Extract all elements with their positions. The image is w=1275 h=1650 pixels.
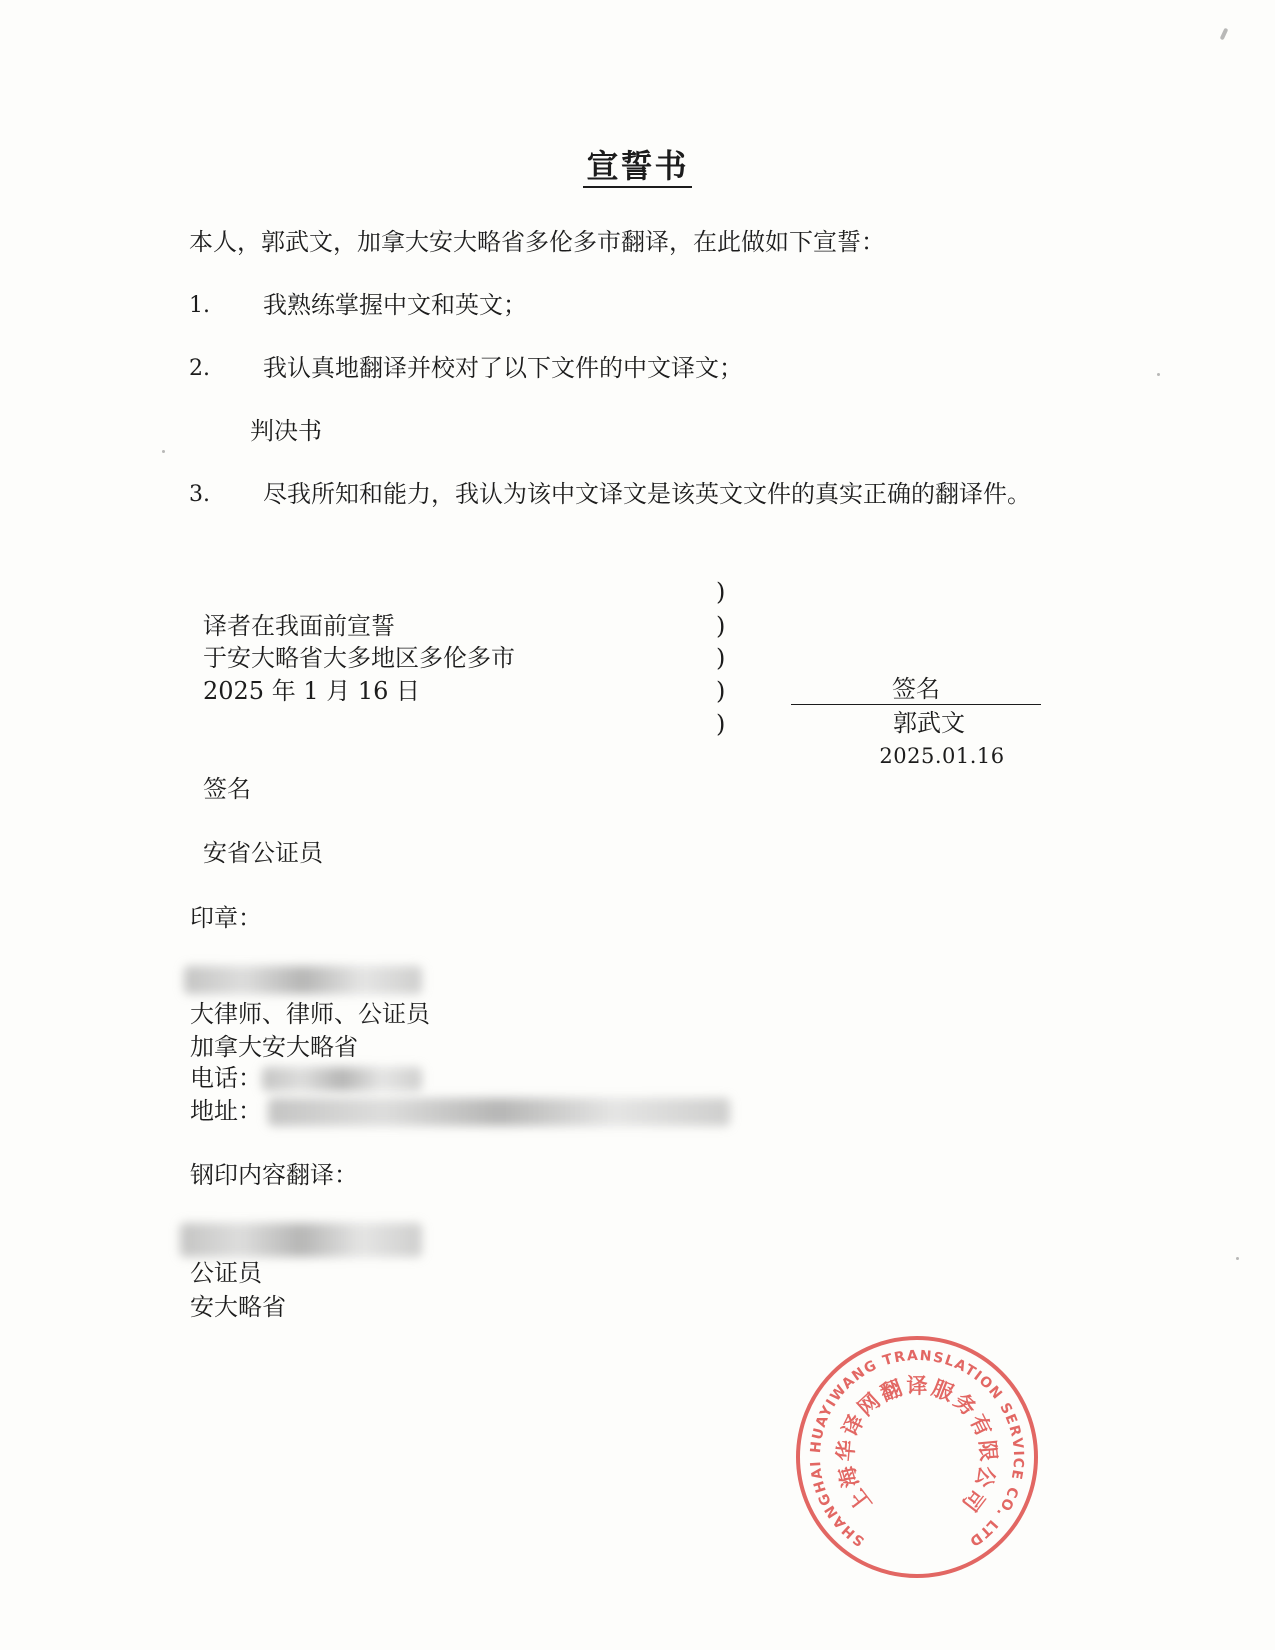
scan-speck <box>1220 28 1229 41</box>
jurat-parenthesis: ) <box>716 677 726 705</box>
stamp-heading: 印章： <box>190 904 262 932</box>
jurat-parenthesis: ) <box>716 612 726 640</box>
redacted-address-blur <box>268 1098 730 1126</box>
scan-speck <box>162 450 165 453</box>
company-seal <box>787 1327 1047 1587</box>
intro-statement: 本人，郭武文，加拿大安大略省多伦多市翻译，在此做如下宣誓： <box>189 228 885 256</box>
scan-speck <box>1236 1257 1239 1260</box>
signature-line <box>791 704 1041 705</box>
redacted-text-blur <box>180 1223 422 1257</box>
signature-label: 签名 <box>892 675 940 703</box>
jurat-line: 译者在我面前宣誓 <box>203 612 395 640</box>
scan-speck <box>1157 373 1160 376</box>
stamp-line: 大律师、律师、公证员 <box>190 1000 430 1028</box>
redacted-phone-blur <box>262 1067 422 1091</box>
jurat-parenthesis: ) <box>716 578 726 606</box>
phone-label: 电话： <box>190 1064 262 1092</box>
seal-translation-heading: 钢印内容翻译： <box>190 1161 358 1189</box>
seal-inner-text <box>832 1373 1001 1516</box>
address-label: 地址： <box>190 1097 262 1125</box>
notary-title: 安省公证员 <box>203 839 323 867</box>
item-number: 1. <box>189 293 210 318</box>
page-title: 宣誓书 <box>583 147 691 188</box>
item-text: 我熟练掌握中文和英文； <box>263 291 527 319</box>
jurat-parenthesis: ) <box>716 644 726 672</box>
notary-signature-label: 签名 <box>203 775 251 803</box>
seal-outer-text-path: SHANGHAI HUAYIWANG TRANSLATION SERVICE CO. LTD <box>807 1347 1027 1550</box>
title-row <box>0 146 1275 186</box>
seal-translation-line: 公证员 <box>190 1259 262 1287</box>
jurat-line: 于安大略省大多地区多伦多市 <box>203 644 515 672</box>
translator-date: 2025.01.16 <box>879 744 1005 768</box>
item-number: 2. <box>189 356 210 381</box>
seal-translation-line: 安大略省 <box>190 1293 286 1321</box>
item-text: 我认真地翻译并校对了以下文件的中文译文； <box>263 354 743 382</box>
jurat-date: 2025 年 1 月 16 日 <box>203 677 421 705</box>
redacted-text-blur <box>184 966 422 994</box>
seal-inner-text-path: 上海华译网翻译服务有限公司 <box>832 1372 1002 1517</box>
translated-document-name: 判决书 <box>250 417 322 445</box>
stamp-line: 加拿大安大略省 <box>190 1033 358 1061</box>
item-text: 尽我所知和能力，我认为该中文译文是该英文文件的真实正确的翻译件。 <box>263 480 1031 508</box>
translator-name: 郭武文 <box>893 709 965 737</box>
item-number: 3. <box>189 482 210 507</box>
jurat-parenthesis: ) <box>716 710 726 738</box>
